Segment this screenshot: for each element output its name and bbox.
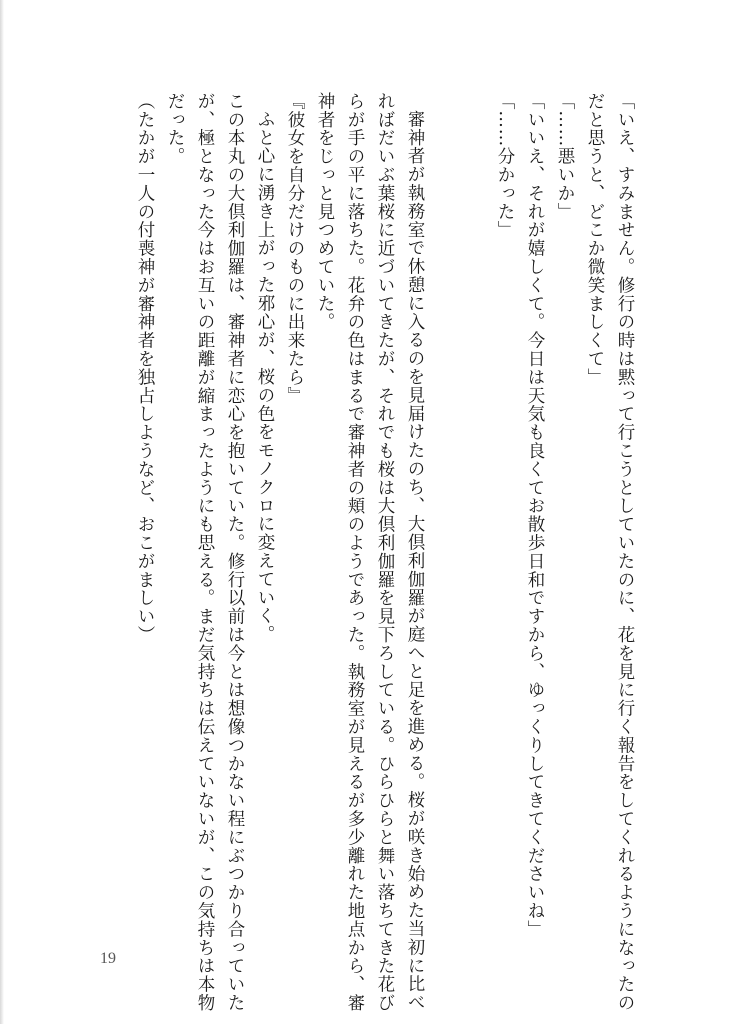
paragraph-gap <box>430 92 460 972</box>
narrative-line-8: が、極となった今はお互いの距離が縮まったようにも思える。まだ気持ちは伝えていないが、この気持ちは本物 <box>195 92 215 1012</box>
vertical-text-body <box>130 92 640 1012</box>
narrative-line-4: 神者をじっと見つめていた。 <box>315 92 335 332</box>
page-edge <box>0 0 4 1024</box>
dialogue-line-2: だと思うと、どこか微笑ましくて」 <box>585 92 605 387</box>
narrative-line-7: この本丸の大倶利伽羅は、審神者に恋心を抱いていた。修行以前は今とは想像つかない程にぶつかり合っていた <box>225 92 245 1012</box>
narrative-line-1: 審神者が執務室で休憩に入るのを見届けたのち、大倶利伽羅が庭へと足を進める。桜が咲き始めた当初に比べ <box>405 109 425 1012</box>
paragraph-gap <box>460 92 490 972</box>
narrative-line-6: ふと心に湧き上がった邪心が、桜の色をモノクロに変えていく。 <box>255 109 275 644</box>
narrative-line-9: だった。 <box>165 92 185 166</box>
narrative-line-10: （たかが一人の付喪神が審神者を独占しようなど、おこがましい） <box>135 92 155 644</box>
narrative-line-3: らが手の平に落ちた。花弁の色はまるで審神者の頬のようであった。執務室が見えるが多少離れた地点から、審 <box>345 92 365 1012</box>
dialogue-line-3: 「……悪いか」 <box>555 92 575 221</box>
dialogue-line-4: 「いいえ、それが嬉しくて。今日は天気も良くてお散歩日和ですから、ゆっくりしてきてくださいね」 <box>525 92 545 939</box>
page-number: 19 <box>100 950 116 967</box>
dialogue-line-5: 「……分かった」 <box>495 92 515 240</box>
narrative-line-2: ればだいぶ葉桜に近づいてきたが、それでも桜は大倶利伽羅を見下ろしている。ひらひらと舞い落ちてきた花び <box>375 92 395 1012</box>
dialogue-line-1: 「いえ、すみません。修行の時は黙って行こうとしていたのに、花を見に行く報告をしてくれるようになったの <box>615 92 635 1012</box>
narrative-line-5: 『彼女を自分だけのものに出来たら』 <box>285 92 305 405</box>
